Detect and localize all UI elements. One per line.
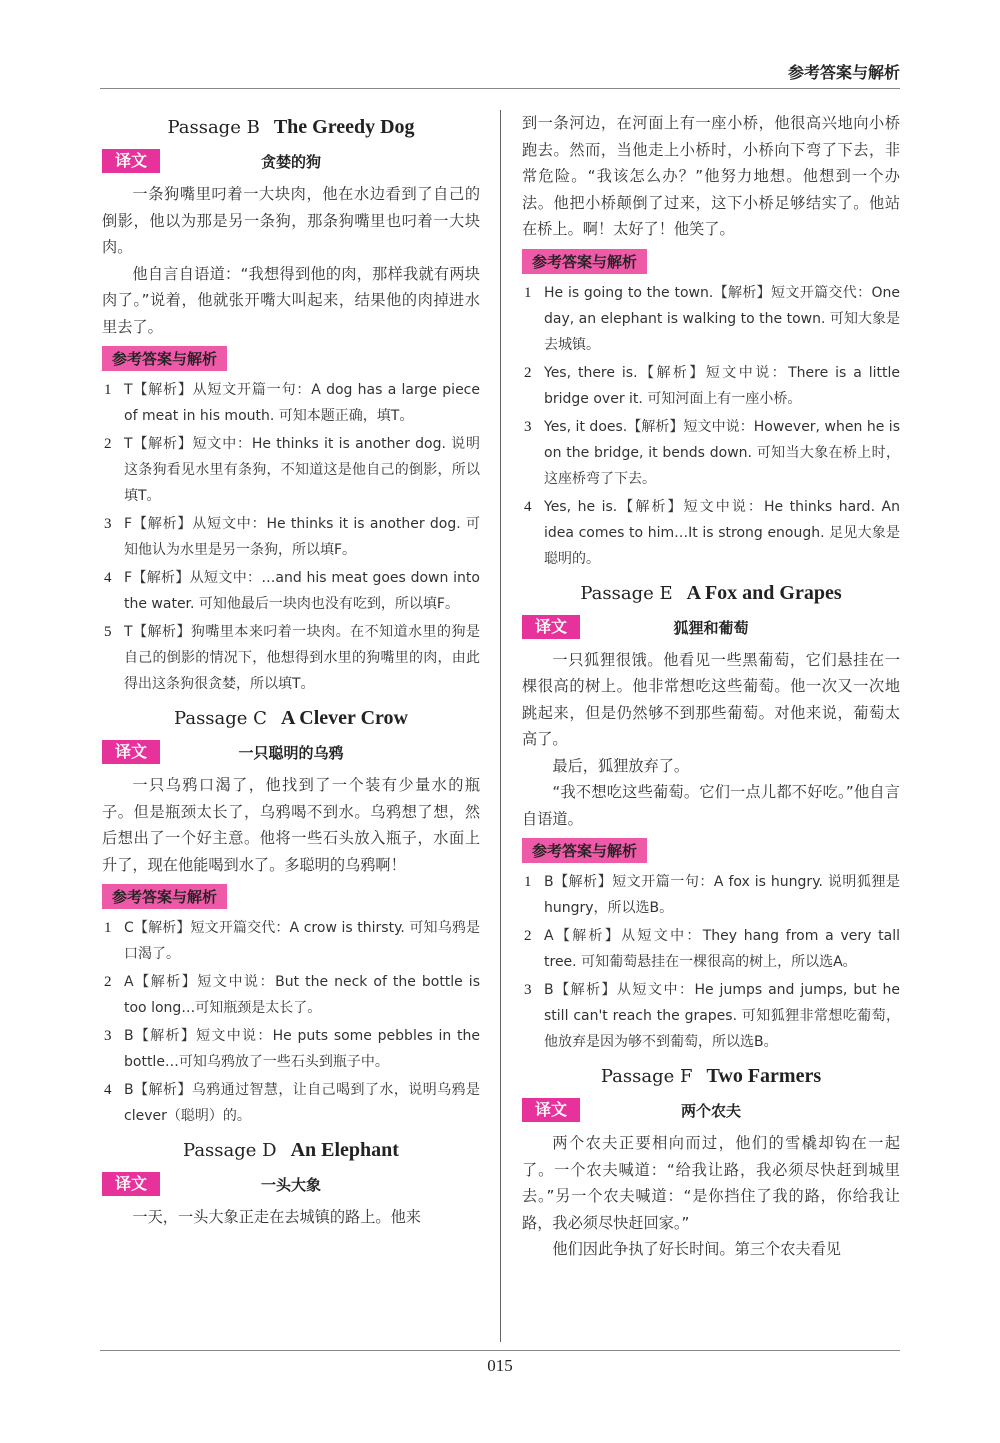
passage-name: A Clever Crow (280, 707, 408, 729)
answers-tag: 参考答案与解析 (522, 249, 647, 274)
translation-paragraph: 他们因此争执了好长时间。第三个农夫看见 (552, 1240, 841, 1258)
answer-text: Yes, he is.【解析】短文中说：He thinks hard. An idea comes to him…It is strong enough. 足见大象是聪明的。 (544, 498, 900, 567)
answers-tag: 参考答案与解析 (102, 884, 227, 909)
passage-name: An Elephant (290, 1139, 399, 1161)
translation-paragraph: 一条狗嘴里叼着一大块肉，他在水边看到了自己的倒影，他以为那是另一条狗，那条狗嘴里也叼着一大块肉。 (102, 185, 480, 256)
answer-number: 2 (104, 436, 112, 452)
passage-name: A Fox and Grapes (686, 581, 842, 604)
translation-paragraph: “我不想吃这些葡萄。它们一点儿都不好吃。”他自言自语道。 (522, 783, 900, 828)
answer-item (102, 1077, 480, 1129)
answer-text: He is going to the town.【解析】短文开篇交代：One day, an elephant is walking to the town. 可知大象是去城镇。 (544, 284, 900, 353)
answer-list (522, 280, 900, 572)
answers-tag: 参考答案与解析 (522, 838, 647, 863)
translation-header (522, 613, 900, 643)
translation-tag: 译文 (102, 149, 160, 173)
translation-title: 狐狸和葡萄 (673, 618, 749, 637)
answer-text: F【解析】从短文中：…and his meat goes down into the water. 可知他最后一块肉也没有吃到，所以填F。 (124, 570, 480, 612)
answer-number: 4 (104, 1082, 112, 1098)
answer-item (102, 511, 480, 563)
answer-number: 2 (104, 974, 112, 990)
passage-label: Passage C (174, 708, 267, 729)
answer-text: A【解析】从短文中：They hang from a very tall tree. 可知葡萄悬挂在一棵很高的树上，所以选A。 (544, 928, 900, 970)
passage-name: The Greedy Dog (273, 116, 415, 138)
translation-paragraph: 最后，狐狸放弃了。 (552, 756, 690, 775)
translation-paragraph: 一只乌鸦口渴了，他找到了一个装有少量水的瓶子。但是瓶颈太长了，乌鸦喝不到水。乌鸦想了想，然后想出了一个好主意。他将一些石头放入瓶子，水面上升了，现在他能喝到水了。多聪明的乌鸦啊！ (102, 776, 480, 874)
answer-text: C【解析】短文开篇交代：A crow is thirsty. 可知乌鸦是口渴了。 (124, 920, 480, 962)
passage-label: Passage B (167, 117, 260, 138)
answer-number: 4 (524, 498, 532, 515)
translation-title: 两个农夫 (680, 1102, 741, 1120)
passage-b-title (102, 116, 480, 139)
answer-item (522, 280, 900, 358)
answer-text: T【解析】从短文开篇一句：A dog has a large piece of meat in his mouth. 可知本题正确，填T。 (124, 382, 480, 424)
translation-paragraph: 两个农夫正要相向而过，他们的雪橇却钩在一起了。一个农夫喊道：“给我让路，我必须尽快赶到城里去。”另一个农夫喊道：“是你挡住了我的路，你给我让路，我必须尽快赶回家。” (522, 1134, 900, 1232)
translation-header (522, 1096, 900, 1126)
translation-title: 一只聪明的乌鸦 (238, 744, 344, 762)
answer-item (102, 565, 480, 617)
translation-tag: 译文 (102, 1172, 160, 1196)
answer-text: B【解析】短文开篇一句：A fox is hungry. 说明狐狸是hungry，所以选B。 (544, 874, 900, 916)
passage-label: Passage E (580, 582, 673, 604)
answer-text: B【解析】短文中说：He puts some pebbles in the bottle…可知乌鸦放了一些石头到瓶子中。 (124, 1028, 480, 1070)
answer-text: B【解析】从短文中：He jumps and jumps, but he still can't reach the grapes. 可知狐狸非常想吃葡萄，他放弃是因为够不到葡萄，所以选B。 (544, 982, 900, 1050)
answer-item (102, 915, 480, 967)
answer-item (102, 619, 480, 697)
answer-text: Yes, there is.【解析】短文中说：There is a little bridge over it. 可知河面上有一座小桥。 (544, 364, 900, 407)
translation-header (102, 147, 480, 177)
translation-paragraph: 一只狐狸很饿。他看见一些黑葡萄，它们悬挂在一棵很高的树上。他非常想吃这些葡萄。他一次又一次地跳起来，但是仍然够不到那些葡萄。对他来说，葡萄太高了。 (522, 650, 900, 748)
answer-number: 3 (524, 982, 532, 998)
answers-tag: 参考答案与解析 (102, 346, 227, 371)
answer-item (102, 377, 480, 429)
footer-rule (100, 1350, 900, 1351)
page-number: 015 (487, 1356, 513, 1375)
answer-text: Yes, it does.【解析】短文中说：However, when he is on the bridge, it bends down. 可知当大象在桥上时，这座桥弯了下去。 (544, 418, 900, 487)
answer-item (522, 414, 900, 492)
translation-tag: 译文 (522, 615, 580, 639)
answer-list (102, 377, 480, 697)
answer-item (102, 969, 480, 1021)
passage-f-title (522, 1065, 900, 1088)
header-title: 参考答案与解析 (787, 63, 900, 82)
answer-text: B【解析】乌鸦通过智慧，让自己喝到了水，说明乌鸦是clever（聪明）的。 (124, 1082, 480, 1124)
answer-item (102, 1023, 480, 1075)
answer-number: 1 (104, 920, 112, 936)
answer-list (102, 915, 480, 1129)
answer-number: 5 (104, 624, 112, 640)
answer-item (522, 360, 900, 412)
passage-e-title (522, 582, 900, 605)
answer-number: 2 (524, 928, 532, 944)
column-divider (500, 110, 501, 1342)
answer-item (522, 923, 900, 975)
translation-header (102, 738, 480, 768)
translation-title: 一头大象 (260, 1176, 321, 1194)
answer-number: 3 (104, 1028, 112, 1044)
answer-text: A【解析】短文中说：But the neck of the bottle is too long…可知瓶颈是太长了。 (124, 974, 480, 1016)
passage-label: Passage D (183, 1140, 277, 1161)
answer-number: 3 (104, 516, 112, 532)
right-column (522, 110, 900, 1263)
answer-text: T【解析】短文中：He thinks it is another dog. 说明这条狗看见水里有条狗，不知道这是他自己的倒影，所以填T。 (124, 436, 480, 504)
answer-item (522, 494, 900, 572)
translation-tag: 译文 (102, 740, 160, 764)
answer-number: 4 (104, 570, 112, 586)
answer-item (522, 869, 900, 921)
passage-d-title (102, 1139, 480, 1162)
header-rule (100, 88, 900, 89)
translation-header (102, 1170, 480, 1200)
translation-paragraph: 到一条河边，在河面上有一座小桥，他很高兴地向小桥跑去。然而，当他走上小桥时，小桥向下弯了下去，非常危险。“我该怎么办？”他努力地想。他想到一个办法。他把小桥颠倒了过来，这下小桥足够结实了。他站在桥上。啊！太好了！他笑了。 (522, 114, 900, 238)
answer-list (522, 869, 900, 1055)
answer-item (522, 977, 900, 1055)
passage-label: Passage F (600, 1066, 693, 1087)
translation-paragraph: 他自言自语道：“我想得到他的肉，那样我就有两块肉了。”说着，他就张开嘴大叫起来，结果他的肉掉进水里去了。 (102, 264, 480, 336)
passage-c-title (102, 707, 480, 730)
answer-text: T【解析】狗嘴里本来叼着一块肉。在不知道水里的狗是自己的倒影的情况下，他想得到水里的狗嘴里的肉，由此得出这条狗很贪婪，所以填T。 (124, 624, 480, 692)
answer-number: 2 (524, 364, 532, 381)
answer-number: 3 (524, 418, 532, 435)
answer-item (102, 431, 480, 509)
answer-number: 1 (104, 382, 112, 398)
translation-tag: 译文 (522, 1098, 580, 1122)
left-column (102, 110, 480, 1231)
answer-number: 1 (524, 284, 532, 301)
answer-text: F【解析】从短文中：He thinks it is another dog. 可知他认为水里是另一条狗，所以填F。 (124, 516, 480, 558)
translation-title: 贪婪的狗 (260, 153, 321, 171)
answer-number: 1 (524, 874, 532, 890)
passage-name: Two Farmers (706, 1065, 822, 1087)
translation-paragraph: 一天，一头大象正走在去城镇的路上。他来 (132, 1208, 421, 1226)
